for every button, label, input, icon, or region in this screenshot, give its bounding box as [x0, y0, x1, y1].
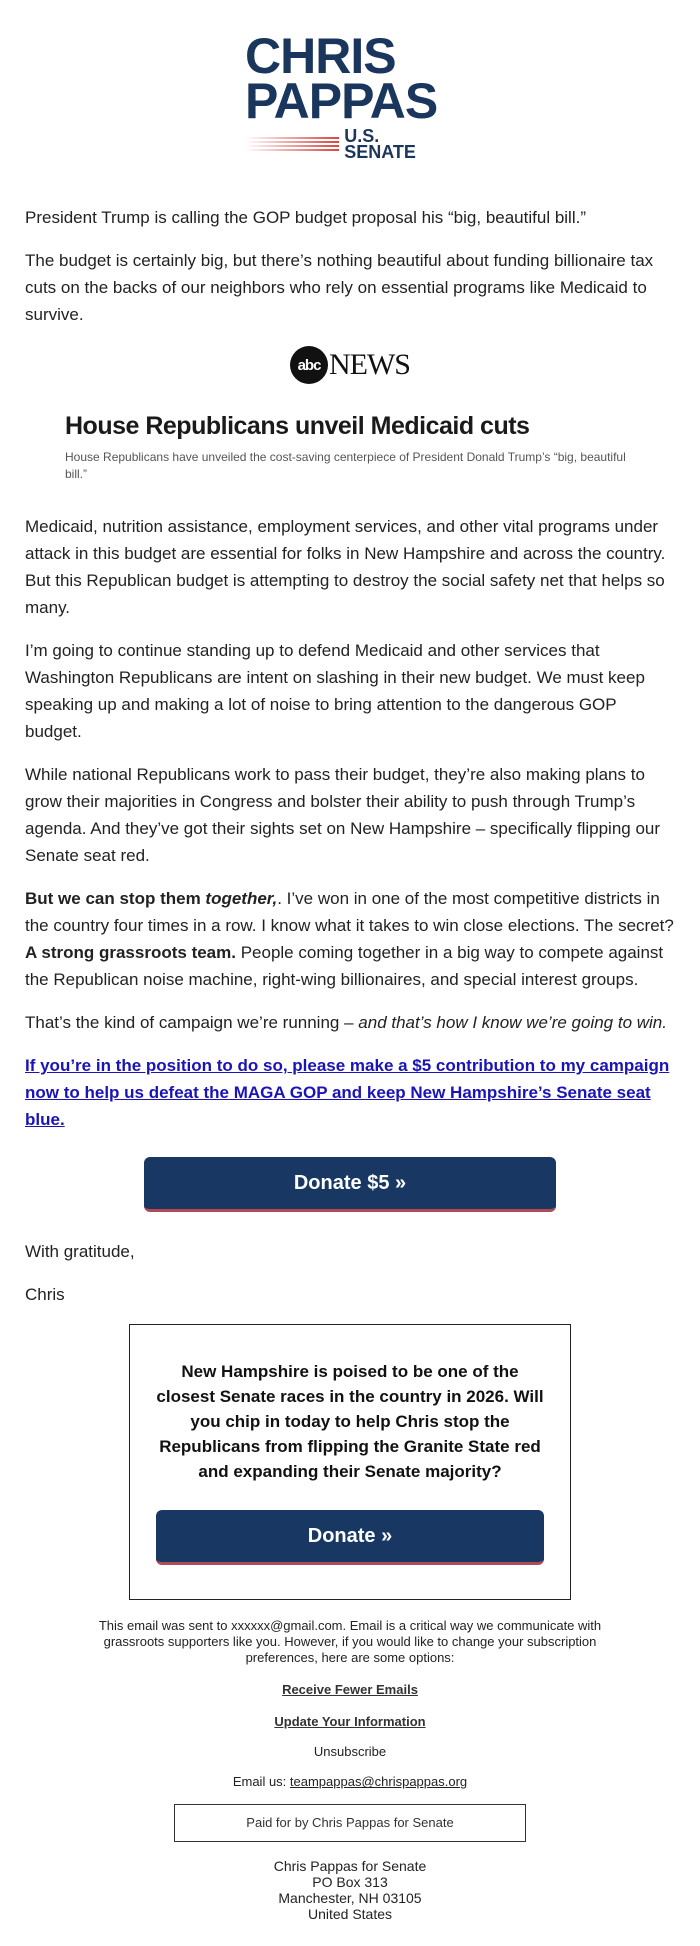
bold-text: But we can stop them: [25, 889, 206, 909]
email-us: [70, 1774, 630, 1790]
paragraph-1: President Trump is calling the GOP budget proposal his “big, beautiful bill.”: [25, 208, 586, 228]
italic-text: and that’s how I know we’re going to win.: [358, 1013, 667, 1033]
address-line: Manchester, NH 03105: [278, 1890, 422, 1907]
email-label: Email us:: [232, 1774, 290, 1790]
news-wordmark: NEWS: [329, 348, 410, 382]
paragraph-5: While national Republicans work to pass their budget, they’re also making plans to grow their majorities in Congress and bolster their ability to push through Trump’s agenda. And they’ve got their sights set on New Hampshire – specifically flipping our Senate seat red.: [25, 765, 661, 866]
email-link[interactable]: teampappas@chrispappas.org: [289, 1774, 468, 1790]
logo-line-3: [245, 126, 455, 163]
text: . I’ve won in one of the most competitive districts in the country four times in a row. I know what it takes to win close elections. The secret?: [25, 889, 674, 936]
closing: With gratitude,: [25, 1242, 135, 1262]
donate-5-button[interactable]: Donate $5 »: [144, 1157, 556, 1212]
paragraph-7: [25, 1009, 675, 1036]
paragraph-3: Medicaid, nutrition assistance, employment services, and other vital programs under attack in this budget are essential for folks in New Hampshire and across the country. But this Republican budget is attempting to destroy the social safety net that helps so many.: [25, 517, 666, 618]
paragraph-4: I’m going to continue standing up to defend Medicaid and other services that Washington Republicans are intent on slashing in their new budget. We must keep speaking up and making a lot of noise to bring attention to the dangerous GOP budget.: [25, 641, 645, 742]
article-headline: House Republicans unveil Medicaid cuts: [65, 412, 530, 441]
logo-subtitle: U.S. SENATE: [344, 126, 416, 163]
campaign-logo: [245, 28, 455, 163]
bold-text: A strong grassroots team.: [25, 943, 236, 963]
address-line: United States: [307, 1906, 393, 1923]
footer-notice: This email was sent to xxxxxx@gmail.com. Email is a critical way we communicate with grassroots supporters like you. However, if you would like to change your subscription preferences, here are some options:: [98, 1618, 602, 1666]
logo-line-1: CHRIS: [245, 28, 396, 84]
unsubscribe-link[interactable]: Unsubscribe: [313, 1744, 387, 1760]
article-subhead: House Republicans have unveiled the cost-saving centerpiece of President Donald Trump’s “big, beautiful bill.”: [65, 450, 626, 482]
news-article-card[interactable]: [25, 412, 675, 483]
paid-for-disclaimer: Paid for by Chris Pappas for Senate: [174, 1804, 526, 1842]
donate-button[interactable]: Donate »: [156, 1510, 544, 1565]
update-information-link[interactable]: Update Your Information: [274, 1714, 426, 1730]
logo-line-2: PAPPAS: [245, 73, 438, 129]
callout-text: New Hampshire is poised to be one of the closest Senate races in the country in 2026. Will you chip in today to help Chris stop the Republicans from flipping the Granite State red and expanding their Senate majority?: [156, 1362, 544, 1482]
receive-fewer-emails-link[interactable]: Receive Fewer Emails: [282, 1682, 418, 1698]
text: People coming together in a big way to compete against the Republican noise machine, right-wing billionaires, and special interest groups.: [25, 943, 664, 990]
address-line: PO Box 313: [312, 1874, 388, 1891]
text: That’s the kind of campaign we’re running –: [25, 1013, 359, 1033]
mailing-address: [70, 1858, 630, 1922]
address-line: Chris Pappas for Senate: [273, 1858, 427, 1875]
stripes-icon: [245, 137, 339, 151]
paragraph-2: The budget is certainly big, but there’s nothing beautiful about funding billionaire tax cuts on the backs of our neighbors who rely on essential programs like Medicaid to survive.: [25, 251, 654, 325]
paragraph-6: [25, 885, 675, 993]
footer: [0, 1600, 700, 1922]
donate-callout-box: [129, 1324, 571, 1600]
abc-news-logo: [25, 346, 675, 384]
contribution-link[interactable]: If you’re in the position to do so, please make a $5 contribution to my campaign now to help us defeat the MAGA GOP and keep New Hampshire’s Senate seat blue.: [25, 1056, 670, 1130]
bold-italic-text: together,: [205, 889, 278, 909]
abc-logo-circle: abc: [290, 346, 328, 384]
signature: Chris: [25, 1285, 65, 1305]
